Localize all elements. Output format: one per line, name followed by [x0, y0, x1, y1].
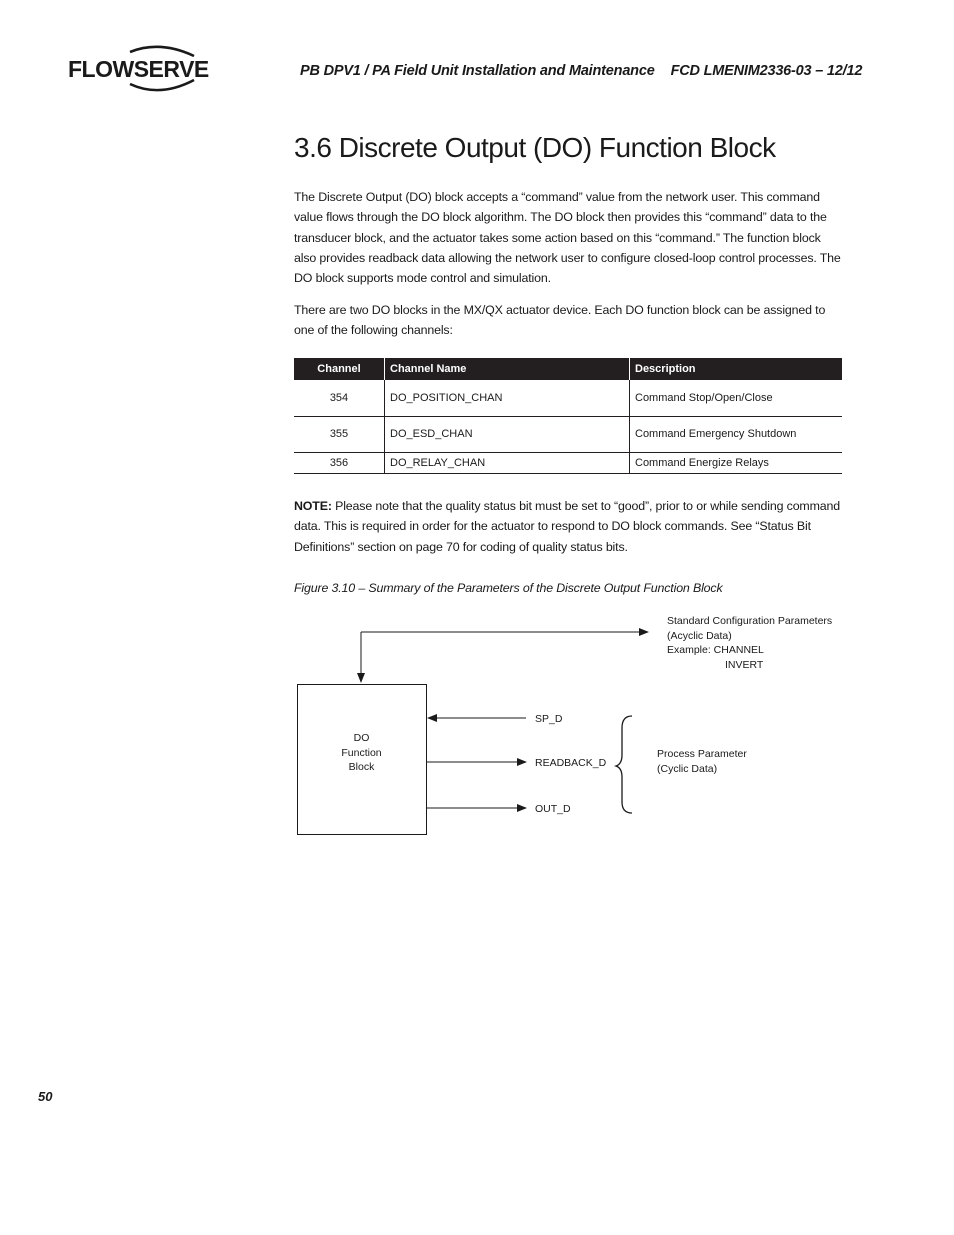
logo-wordmark: FLOWSERVE — [68, 56, 209, 82]
config-line: Example: CHANNEL — [667, 644, 764, 656]
process-line: (Cyclic Data) — [657, 762, 718, 775]
cell-channel-name: DO_POSITION_CHAN — [385, 380, 630, 416]
cell-description: Command Emergency Shutdown — [630, 416, 843, 452]
signal-out-d: OUT_D — [535, 803, 571, 815]
cell-channel: 355 — [294, 416, 385, 452]
signal-sp-d: SP_D — [535, 713, 563, 725]
block-line: Function — [341, 746, 382, 759]
cell-channel: 354 — [294, 380, 385, 416]
table-header-row — [294, 358, 842, 380]
intro-paragraph: The Discrete Output (DO) block accepts a “command” value from the network user. This command value flows through the DO block algorithm. The DO block then provides this “command” data to the transducer block, and the actuator takes some action based on this “command.” The function block also provides readback data allowing the network user to configure closed-loop control processes. The DO block supports mode control and simulation. — [294, 190, 841, 286]
block-line: Block — [348, 761, 375, 773]
process-line: Process Parameter — [657, 748, 747, 760]
table-row — [294, 416, 842, 452]
header-doc-code: FCD LMENIM2336-03 – 12/12 — [670, 63, 863, 79]
curly-brace — [616, 716, 632, 813]
cell-channel-name: DO_ESD_CHAN — [385, 416, 630, 452]
page-number: 50 — [38, 1089, 53, 1104]
note-label: NOTE: — [294, 499, 332, 513]
cell-channel: 356 — [294, 452, 385, 473]
do-block-diagram — [290, 610, 850, 845]
cell-channel-name: DO_RELAY_CHAN — [385, 452, 630, 473]
header-channel: Channel — [294, 358, 385, 380]
header-doc-title: PB DPV1 / PA Field Unit Installation and Maintenance — [300, 63, 655, 79]
cell-description: Command Stop/Open/Close — [630, 380, 843, 416]
cell-description: Command Energize Relays — [630, 452, 843, 473]
figure-caption: Figure 3.10 – Summary of the Parameters of the Discrete Output Function Block — [294, 581, 723, 595]
table-row — [294, 380, 842, 416]
flowserve-logo — [68, 44, 208, 96]
section-title: 3.6 Discrete Output (DO) Function Block — [294, 132, 776, 163]
header-description: Description — [630, 358, 843, 380]
signal-readback-d: READBACK_D — [535, 757, 607, 769]
config-line: (Acyclic Data) — [667, 629, 732, 642]
config-line: INVERT — [725, 658, 764, 671]
channels-intro-paragraph: There are two DO blocks in the MX/QX actuator device. Each DO function block can be assigned to one of the following channels: — [294, 303, 826, 338]
config-parameters-label — [667, 614, 832, 672]
table-row — [294, 452, 842, 473]
config-line: Standard Configuration Parameters — [667, 615, 833, 627]
function-block-label — [297, 731, 426, 775]
process-parameter-label — [657, 747, 747, 776]
block-line: DO — [353, 732, 370, 744]
running-header — [300, 63, 862, 79]
channel-table — [294, 358, 842, 474]
note-text: Please note that the quality status bit must be set to “good”, prior to or while sending command data. This is required in order for the actuator to respond to DO block commands. See “Status Bit Definitions” section on page 70 for coding of quality status bits. — [294, 499, 841, 554]
note-paragraph — [294, 496, 842, 557]
header-channel-name: Channel Name — [385, 358, 630, 380]
